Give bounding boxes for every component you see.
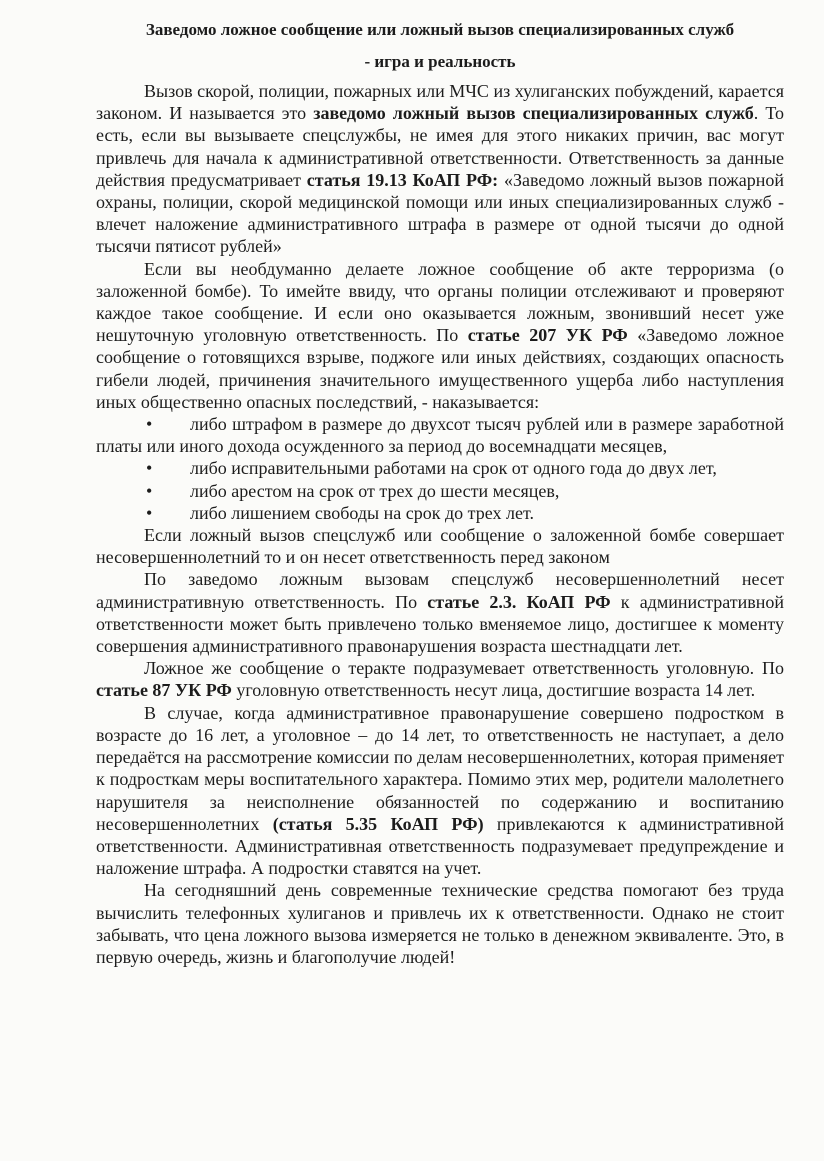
bullet: • (146, 502, 153, 523)
list-item: • либо лишением свободы на срок до трех лет. (146, 502, 534, 523)
paragraph-6: В случае, когда административное правонарушение совершено подростком в возрасте до 16 лет, а уголовное – до 14 лет, то ответственность не наступает, а дело передаётся на рассмотрение комиссии по делам несовершеннолетних, которая применяет к подросткам меры воспитательного характера. Помимо этих мер, родители малолетнего нарушителя за неисполнение обязанностей по содержанию и воспитанию несовершеннолетних (статья 5.35 КоАП РФ) привлекаются к административной ответственности. Административная ответственность подразумевает предупреждение и наложение штрафа. А подростки ставятся на учет. (96, 702, 784, 879)
bold-term: заведомо ложный вызов специализированных служб (313, 103, 754, 124)
paragraph-3: Если ложный вызов спецслужб или сообщение о заложенной бомбе совершает несовершеннолетний то и он несет ответственность перед законом (96, 525, 784, 568)
law-article: (статья 5.35 КоАП РФ) (272, 813, 484, 834)
list-item: • либо исправительными работами на срок от одного года до двух лет, (146, 458, 717, 479)
law-article: статье 87 УК РФ (96, 680, 232, 701)
document-subtitle: - игра и реальность (364, 52, 516, 71)
law-article: статье 207 УК РФ (467, 325, 628, 346)
list-item: • либо штрафом в размере до двухсот тысяч рублей или в размере заработной платы или иного дохода осужденного за период до восемнадцати месяцев, (96, 414, 784, 457)
penalty-list (96, 413, 784, 524)
list-item: • либо арестом на срок от трех до шести месяцев, (146, 480, 560, 501)
document-title: Заведомо ложное сообщение или ложный вызов специализированных служб (145, 20, 735, 39)
paragraph-4: По заведомо ложным вызовам спецслужб несовершеннолетний несет административную ответственность. По статье 2.3. КоАП РФ к административной ответственности может быть привлечено только вменяемое лицо, достигшее к моменту совершения административного правонарушения возраста шестнадцати лет. (96, 569, 784, 657)
bullet: • (146, 458, 153, 479)
paragraph-5: Ложное же сообщение о теракте подразумевает ответственность уголовную. По статье 87 УК РФ уголовную ответственность несут лица, достигшие возраста 14 лет. (96, 658, 784, 701)
law-article: статья 19.13 КоАП РФ: (306, 169, 499, 190)
bullet: • (146, 480, 153, 501)
law-article: статье 2.3. КоАП РФ (427, 591, 611, 612)
bullet: • (146, 414, 153, 435)
paragraph-1: Вызов скорой, полиции, пожарных или МЧС из хулиганских побуждений, карается законом. И называется это заведомо ложный вызов специализированных служб. То есть, если вы вызываете спецслужбы, не имея для этого никаких причин, вас могут привлечь для начала к административной ответственности. Ответственность за данные действия предусматривает статья 19.13 КоАП РФ: «Заведомо ложный вызов пожарной охраны, полиции, скорой медицинской помощи или иных специализированных служб - влечет наложение административного штрафа в размере от одной тысячи до одной тысячи пятисот рублей» (96, 81, 785, 257)
paragraph-2: Если вы необдуманно делаете ложное сообщение об акте терроризма (о заложенной бомбе). То имейте ввиду, что органы полиции отслеживают и проверяют каждое такое сообщение. И если оно оказывается ложным, звонивший несет уже нешуточную уголовную ответственность. По статье 207 УК РФ «Заведомо ложное сообщение о готовящихся взрыве, поджоге или иных действиях, создающих опасность гибели людей, причинения значительного имущественного ущерба либо наступления иных общественно опасных последствий, - наказывается: (96, 258, 784, 412)
paragraph-7: На сегодняшний день современные технические средства помогают без труда вычислить телефонных хулиганов и привлечь их к ответственности. Однако не стоит забывать, что цена ложного вызова измеряется не только в денежном эквиваленте. Это, в первую очередь, жизнь и благополучие людей! (96, 880, 784, 967)
